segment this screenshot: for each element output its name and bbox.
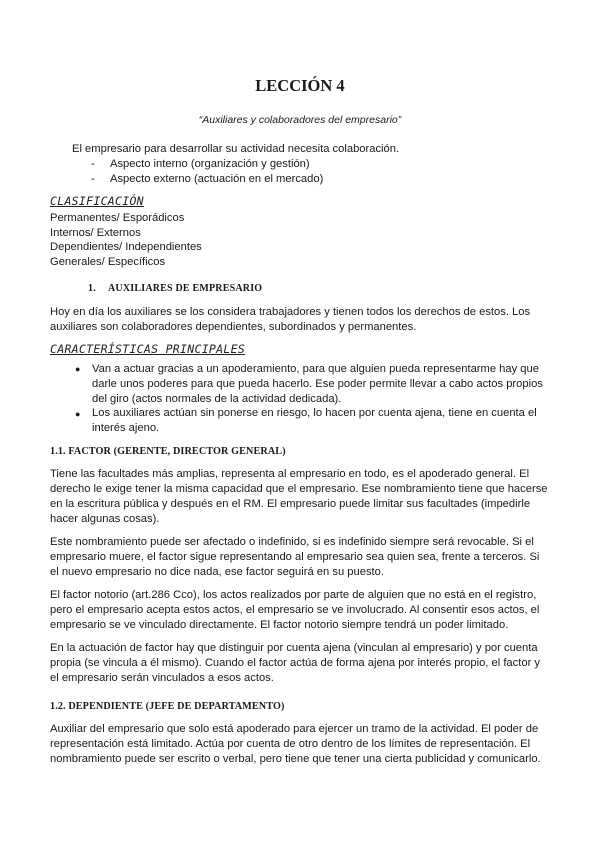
bullet-dot-icon: ● — [75, 409, 81, 419]
factor-paragraph: Este nombramiento puede ser afectado o indefinido, si es indefinido siempre será revocable. Si el empresario muere, el factor sigue representando al empresario sea quien sea, frente a terceros. Si el nuevo empresario no dice nada, ese factor seguirá en su puesto. — [50, 536, 540, 578]
factor-paragraph: El factor notorio (art.286 Cco), los actos realizados por parte de alguien que no está en el registro, pero el empresario acepta estos actos, el empresario se ve involucrado. Al consentir esos actos, el empresario se ve vinculado directamente. El factor notorio siempre tendrá un poder limitado. — [50, 589, 540, 631]
intro-item: Aspecto externo (actuación en el mercado) — [110, 173, 324, 185]
section-1-heading — [88, 283, 262, 294]
caracteristicas-heading: CARACTERÍSTICAS PRINCIPALES — [50, 342, 246, 356]
factor-paragraph: En la actuación de factor hay que distinguir por cuenta ajena (vinculan al empresario) y por cuenta propia (se vincula a él mismo). Cuando el factor actúa de forma ajena por interés propio, el factor y el empresario serán vinculados a esos actos. — [50, 642, 541, 684]
clasificacion-heading: CLASIFICACIÓN — [50, 194, 144, 208]
caracteristica-item: Van a actuar gracias a un apoderamiento, para que alguien pueda representarme hay que darle unos poderes para que pueda hacerlo. Ese poder permite llevar a cabo actos propios del giro (actos normales de la actividad dedicada). — [92, 363, 543, 405]
dependiente-heading: 1.2. DEPENDIENTE (JEFE DE DEPARTAMENTO) — [50, 701, 285, 712]
factor-paragraph: Tiene las facultades más amplias, representa al empresario en todo, es el apoderado general. El derecho le exige tener la misma capacidad que el empresario. Ese nombramiento tiene que hacerse en la escritura pública y después en el RM. El empresario puede limitar sus facultades (impedirle hacer algunas cosas). — [50, 468, 548, 525]
clasificacion-item: Permanentes/ Esporádicos — [50, 212, 185, 224]
intro-item: Aspecto interno (organización y gestión) — [110, 158, 310, 170]
section-title: AUXILIARES DE EMPRESARIO — [108, 283, 263, 294]
intro-paragraph: El empresario para desarrollar su actividad necesita colaboración. — [72, 143, 400, 155]
dash-marker: - — [91, 173, 95, 185]
dependiente-paragraph: Auxiliar del empresario que solo está apoderado para ejercer un tramo de la actividad. El poder de representación está limitado. Actúa por cuenta de otro dentro de los límites de representación. El nombramiento puede ser escrito o verbal, pero tiene que tener una cierta publicidad y comunicarlo. — [50, 723, 541, 765]
caracteristica-item: Los auxiliares actúan sin ponerse en riesgo, lo hacen por cuenta ajena, tiene en cuenta el interés ajeno. — [92, 407, 537, 434]
dash-marker: - — [91, 158, 95, 170]
page-title: LECCIÓN 4 — [255, 76, 345, 95]
page-subtitle: “Auxiliares y colaboradores del empresario” — [198, 114, 402, 126]
clasificacion-item: Dependientes/ Independientes — [50, 241, 202, 253]
clasificacion-item: Internos/ Externos — [50, 227, 141, 239]
section-number: 1. — [88, 283, 96, 294]
clasificacion-item: Generales/ Específicos — [50, 256, 166, 268]
factor-heading: 1.1. FACTOR (GERENTE, DIRECTOR GENERAL) — [50, 446, 286, 457]
bullet-dot-icon: ● — [75, 364, 81, 374]
section-1-paragraph: Hoy en día los auxiliares se los considera trabajadores y tienen todos los derechos de estos. Los auxiliares son colaboradores dependientes, subordinados y permanentes. — [50, 306, 531, 333]
